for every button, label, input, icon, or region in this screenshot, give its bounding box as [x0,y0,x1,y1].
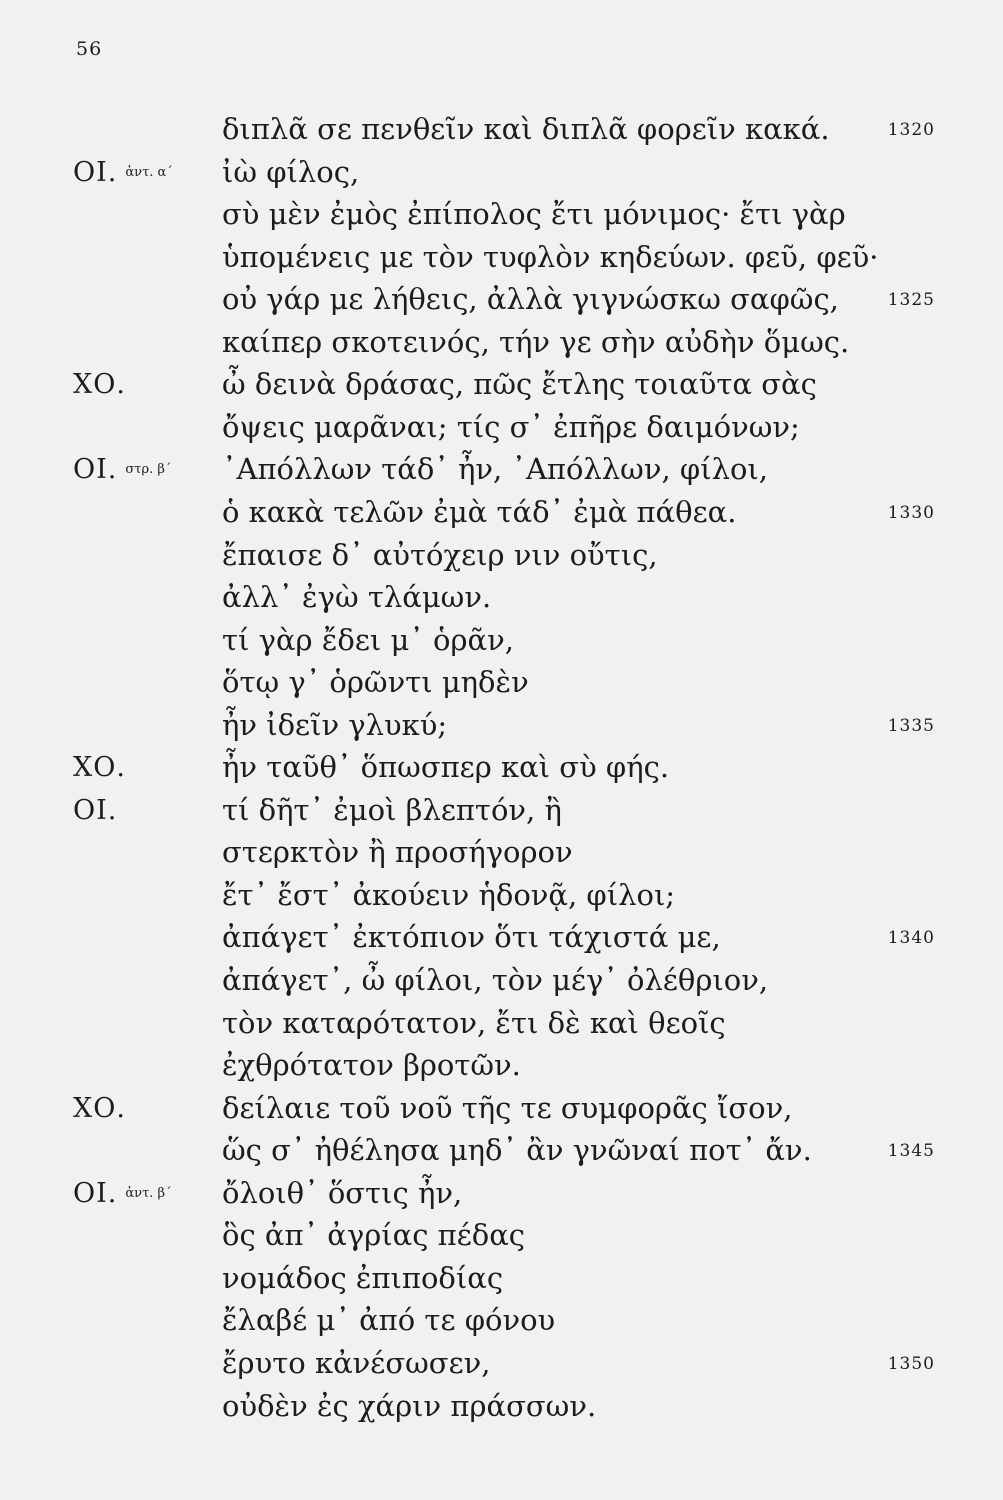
verse-line [0,1218,1003,1258]
line-number: 1335 [887,715,935,736]
verse-text: ἦν ταῦθ᾽ ὅπωσπερ καὶ σὺ φής. [222,750,670,785]
verse-text: ὁ κακὰ τελῶν ἐμὰ τάδ᾽ ἐμὰ πάθεα. [222,494,737,529]
strophe-marker: στρ. β΄ [125,462,172,478]
speaker-label [73,752,126,783]
verse-line [0,538,1003,578]
verse-line [0,1006,1003,1046]
verse-line [0,963,1003,1003]
verse-line [0,708,1003,748]
verse-text: δείλαιε τοῦ νοῦ τῆς τε συμφορᾶς ἴσον, [222,1090,793,1125]
verse-text: καίπερ σκοτεινός, τήν γε σὴν αὐδὴν ὅμως. [222,324,850,359]
verse-text: νομάδος ἐπιποδίας [222,1260,504,1295]
verse-line [0,282,1003,322]
speaker-name: ΟΙ. [73,794,118,826]
line-number: 1340 [887,928,935,949]
speaker-name: ΟΙ. [73,156,118,188]
strophe-marker: ἀντ. α΄ [125,164,173,180]
verse-line [0,1176,1003,1216]
verse-line [0,197,1003,237]
verse-text: ὥς σ᾽ ἠθέλησα μηδ᾽ ἂν γνῶναί ποτ᾽ ἄν. [222,1133,812,1168]
line-number: 1325 [887,290,935,311]
line-number: 1320 [887,120,935,140]
verse-text: ἔρυτο κἀνέσωσεν, [222,1345,491,1380]
verse-text: διπλᾶ σε πενθεῖν καὶ διπλᾶ φορεῖν κακά. [222,112,830,146]
verse-line [0,623,1003,663]
speaker-name: ΟΙ. [73,1177,118,1209]
speaker-label [73,157,173,188]
verse-line [0,835,1003,875]
verse-line [0,1346,1003,1386]
verse-text: τί γὰρ ἔδει μ᾽ ὁρᾶν, [222,622,514,657]
verse-line [0,580,1003,620]
verse-text: ὄψεις μαρᾶναι; τίς σ᾽ ἐπῆρε δαιμόνων; [222,409,800,444]
speaker-label [73,795,117,826]
verse-text: ὅτῳ γ᾽ ὁρῶντι μηδὲν [222,665,529,700]
verse-text: στερκτὸν ἢ προσήγορον [222,835,573,870]
verse-text: ἀλλ᾽ ἐγὼ τλάμων. [222,580,492,614]
verse-line [0,793,1003,833]
strophe-marker: ἀντ. β΄ [125,1185,172,1201]
verse-line [0,367,1003,407]
verse-line [0,1389,1003,1429]
verse-text: σὺ μὲν ἐμὸς ἐπίπολος ἔτι μόνιμος· ἔτι γὰρ [222,197,846,232]
verse-text: ὑπομένεις με τὸν τυφλὸν κηδεύων. φεῦ, φεῦ· [222,239,879,274]
verse-text: ᾽Απόλλων τάδ᾽ ἦν, ᾽Απόλλων, φίλοι, [222,452,769,487]
verse-text: ἔλαβέ μ᾽ ἀπό τε φόνου [222,1303,556,1338]
verse-line [0,1091,1003,1131]
speaker-label [73,1178,172,1209]
speaker-label [73,1093,126,1124]
page-number: 56 [76,38,103,60]
verse-text: τὸν καταρότατον, ἔτι δὲ καὶ θεοῖς [222,1005,726,1040]
speaker-label [73,369,126,400]
speaker-name: ΟΙ. [73,454,118,486]
verse-line [0,1303,1003,1343]
verse-line [0,878,1003,918]
line-number: 1345 [887,1141,935,1162]
verse-line [0,112,1003,152]
verse-text: ὄλοιθ᾽ ὅστις ἦν, [222,1175,463,1210]
verse-text: τί δῆτ᾽ ἐμοὶ βλεπτόν, ἢ [222,792,562,827]
verse-text: οὐδὲν ἐς χάριν πράσσων. [222,1388,597,1423]
verse-line [0,1261,1003,1301]
verse-line [0,920,1003,960]
line-number: 1350 [887,1353,935,1374]
verse-text: ἔτ᾽ ἔστ᾽ ἀκούειν ἡδονᾷ, φίλοι; [222,877,676,912]
verse-line [0,410,1003,450]
speaker-label [73,454,171,485]
line-number: 1330 [887,502,935,523]
verse-line [0,240,1003,280]
verse-text: ἐχθρότατον βροτῶν. [222,1048,521,1083]
verse-text: ὃς ἀπ᾽ ἀγρίας πέδας [222,1218,526,1253]
verse-text: οὐ γάρ με λήθεις, ἀλλὰ γιγνώσκω σαφῶς, [222,282,839,317]
verse-text: ἀπάγετ᾽ ἐκτόπιον ὅτι τάχιστά με, [222,920,721,955]
verse-line [0,1133,1003,1173]
verse-line [0,1048,1003,1088]
verse-text: ἀπάγετ᾽, ὦ φίλοι, τὸν μέγ᾽ ὀλέθριον, [222,963,769,997]
verse-line [0,665,1003,705]
verse-text: ἰὼ φίλος, [222,154,360,189]
speaker-name: ΧΟ. [73,752,126,784]
verse-text: ἦν ἰδεῖν γλυκύ; [222,707,448,742]
verse-line [0,495,1003,535]
verse-line [0,452,1003,492]
speaker-name: ΧΟ. [73,369,126,401]
verse-text: ὦ δεινὰ δράσας, πῶς ἔτλης τοιαῦτα σὰς [222,367,817,402]
verse-text: ἔπαισε δ᾽ αὐτόχειρ νιν οὔτις, [222,537,658,572]
speaker-name: ΧΟ. [73,1092,126,1124]
verse-line [0,325,1003,365]
verse-line [0,155,1003,195]
verse-line [0,750,1003,790]
